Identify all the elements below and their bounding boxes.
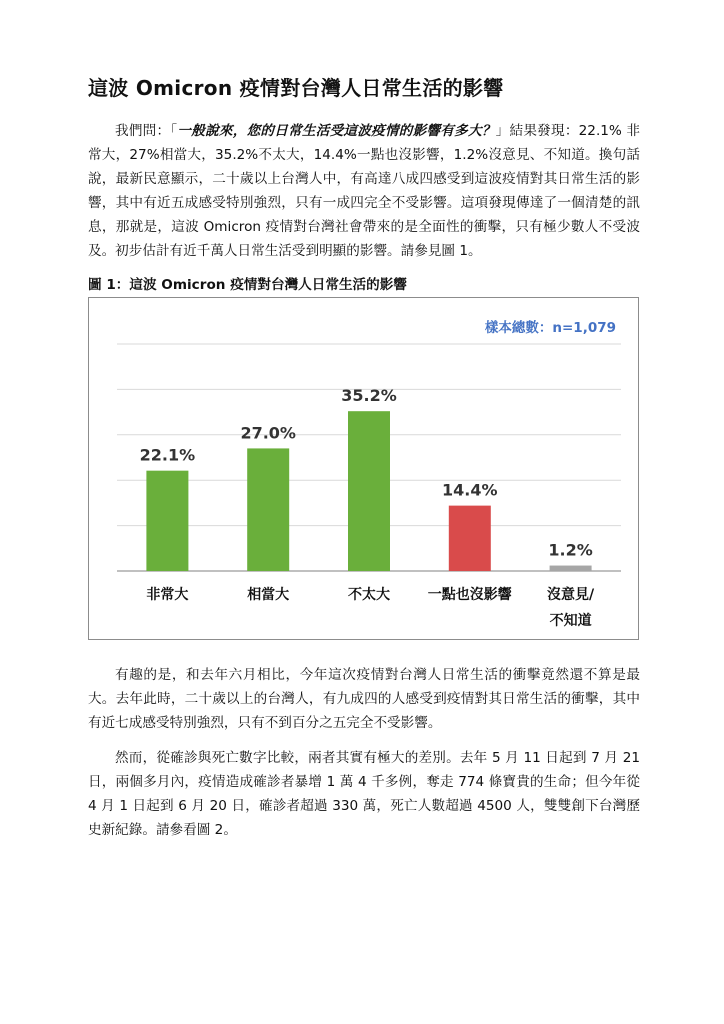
data-label-4: 14.4% [442,480,498,500]
category-label-2: 相當大 [247,587,290,603]
survey-question: 一般說來，您的日常生活受這波疫情的影響有多大？ [177,123,496,139]
paragraph-1-lead: 我們問：「 [115,123,178,139]
bar-3 [348,411,390,571]
figure-caption: 圖 1：這波 Omicron 疫情對台灣人日常生活的影響 [88,277,407,293]
category-label-5-line-1: 沒意見/ [547,587,595,603]
paragraph-1-body: 」結果發現：22.1% 非常大，27%相當大，35.2%不太大，14.4%一點也沒影響，1.2%沒意見、不知道。換句話說，最新民意顯示，二十歲以上台灣人中，有高達八成四感受到這波疫情對其日常生活的影響，其中有近五成感受特別強烈，只有一成四完全不受影響。這項發現傳達了一個清楚的訊息，那就是，這波 Omicron 疫情對台灣社會帶來的是全面性的衝擊，只有極少數人不受波及。初步估計有近千萬人日常生活受到明顯的影響。請參見圖 1。 [88,123,641,259]
bar-1 [146,471,188,571]
category-label-3: 不太大 [348,587,390,603]
category-label-4: 一點也沒影響 [427,587,512,603]
bar-chart [89,298,638,639]
data-label-5: 1.2% [548,540,593,560]
data-label-3: 35.2% [341,386,397,406]
category-label-1: 非常大 [146,587,189,603]
page-title: 這波 Omicron 疫情對台灣人日常生活的影響 [88,76,504,100]
data-label-2: 27.0% [240,423,296,443]
bar-4 [449,506,491,571]
paragraph-3: 然而，從確診與死亡數字比較，兩者其實有極大的差別。去年 5 月 11 日起到 7 月 21 日，兩個多月內，疫情造成確診者暴增 1 萬 4 千多例，奪走 774 條寶貴的生命；但今年從 4 月 1 日起到 6 月 20 日，確診者超過 330 萬，死亡人數超過 4500 人，雙雙創下台灣歷史新紀錄。請參看圖 2。 [88,750,640,838]
data-label-1: 22.1% [139,445,196,465]
paragraph-2: 有趣的是，和去年六月相比，今年這次疫情對台灣人日常生活的衝擊竟然還不算是最大。去年此時，二十歲以上的台灣人，有九成四的人感受到疫情對其日常生活的衝擊，其中有近七成感受特別強烈，只有不到百分之五完全不受影響。 [88,667,640,731]
category-label-5-line-2: 不知道 [549,613,592,629]
paragraph-1 [88,119,640,263]
bar-2 [247,448,289,571]
sample-size-note: 樣本總數：n=1,079 [484,320,616,336]
chart-frame [88,297,639,640]
bar-5 [550,566,592,571]
